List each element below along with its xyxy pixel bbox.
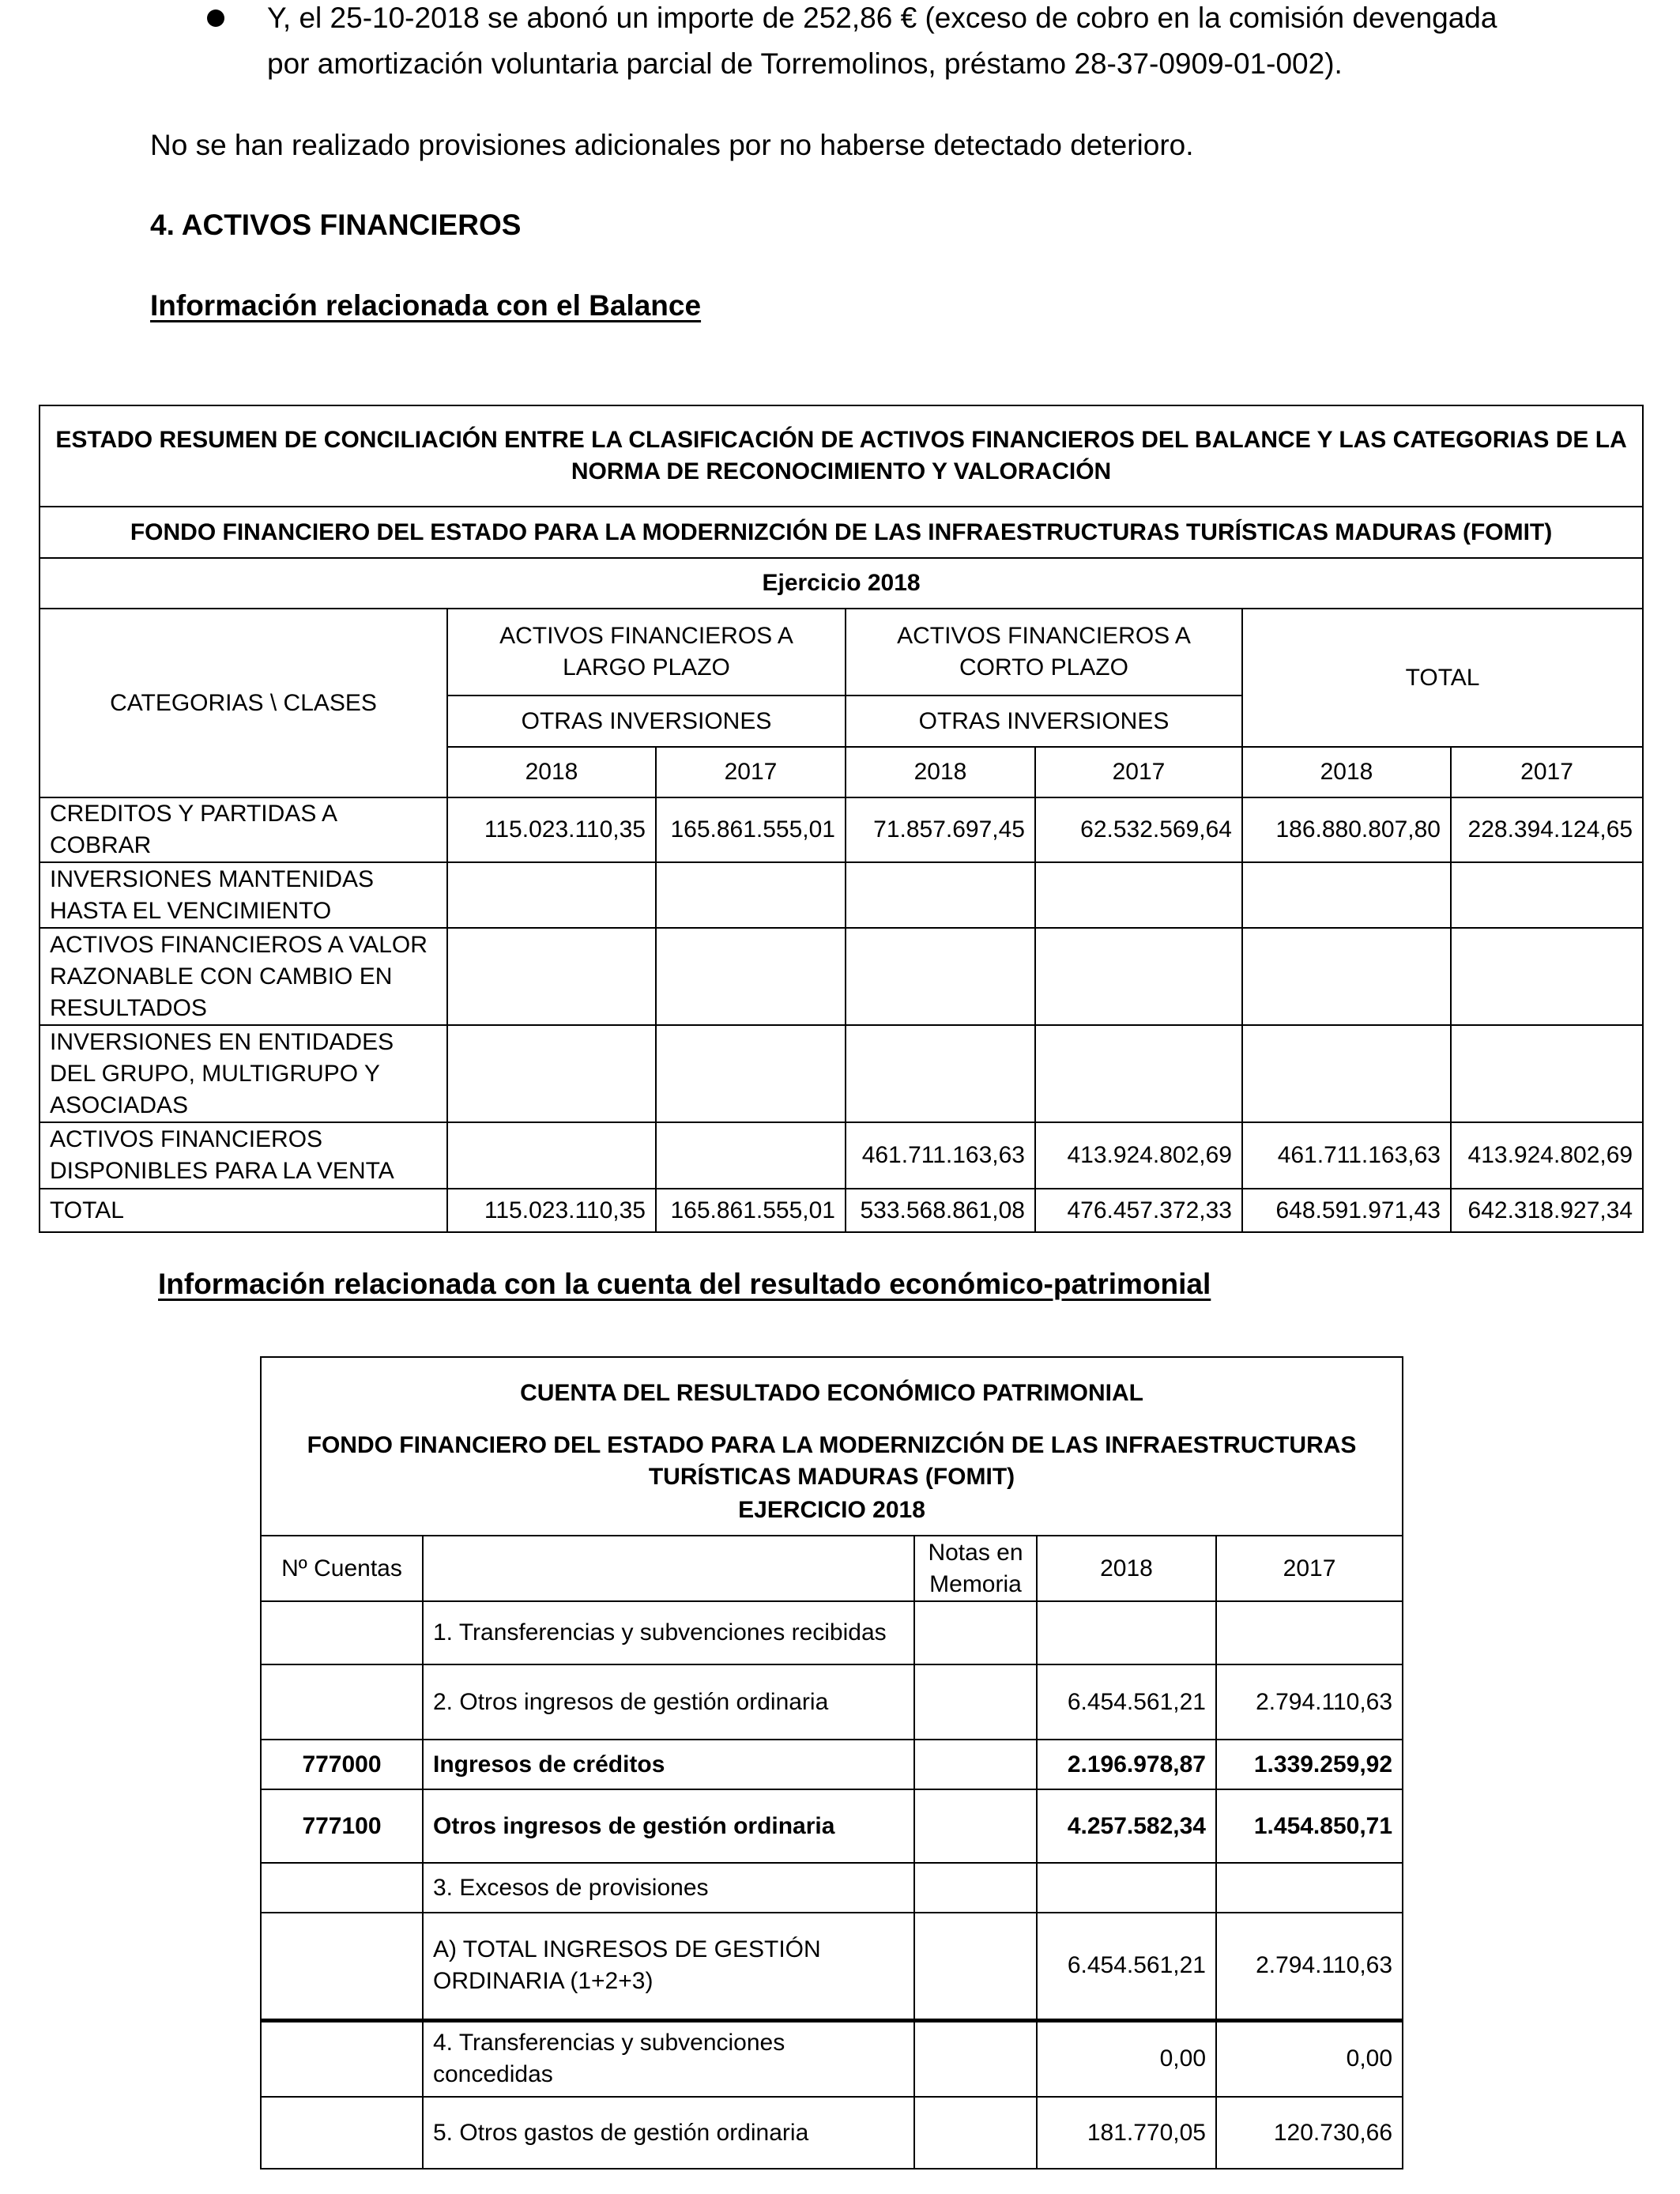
table2-period: EJERCICIO 2018 <box>261 1495 1403 1536</box>
cell-value <box>1035 862 1242 928</box>
cell-cuenta <box>261 2020 423 2097</box>
table2-entity: FONDO FINANCIERO DEL ESTADO PARA LA MODERNIZCIÓN DE LAS INFRAESTRUCTURAS TURÍSTICAS MADURAS (FOMIT) <box>261 1428 1403 1495</box>
bullet-line-2: por amortización voluntaria parcial de Torremolinos, préstamo 28-37-0909-01-002). <box>267 47 1343 80</box>
cell-value: 186.880.807,80 <box>1242 797 1451 862</box>
cell-value: 4.257.582,34 <box>1037 1789 1216 1863</box>
cell-cuenta <box>261 1913 423 2020</box>
cell-nota <box>914 1664 1037 1740</box>
table1-year: 2017 <box>1035 747 1242 797</box>
cell-nota <box>914 1863 1037 1913</box>
table-row <box>261 1601 1403 1664</box>
table1-corner-header: CATEGORIAS \ CLASES <box>40 609 447 797</box>
row-label: 2. Otros ingresos de gestión ordinaria <box>423 1664 914 1740</box>
table-row <box>40 862 1643 928</box>
table1-title: ESTADO RESUMEN DE CONCILIACIÓN ENTRE LA CLASIFICACIÓN DE ACTIVOS FINANCIEROS DEL BALANCE Y LAS CATEGORIAS DE LA NORMA DE RECONOCIMIENTO Y VALORACIÓN <box>40 405 1643 507</box>
cell-value <box>846 862 1035 928</box>
cell-value: 165.861.555,01 <box>656 797 846 862</box>
cell-value: 115.023.110,35 <box>447 1189 656 1232</box>
row-label: 1. Transferencias y subvenciones recibidas <box>423 1601 914 1664</box>
table-row <box>261 1664 1403 1740</box>
row-label: 3. Excesos de provisiones <box>423 1863 914 1913</box>
cell-cuenta <box>261 1664 423 1740</box>
row-label: TOTAL <box>40 1189 447 1232</box>
table2-title: CUENTA DEL RESULTADO ECONÓMICO PATRIMONIAL <box>261 1357 1403 1428</box>
cell-value: 0,00 <box>1037 2020 1216 2097</box>
table-row-total <box>40 1189 1643 1232</box>
cell-value: 533.568.861,08 <box>846 1189 1035 1232</box>
table-row <box>261 2097 1403 2169</box>
cell-value <box>1451 1025 1643 1122</box>
cell-nota <box>914 1789 1037 1863</box>
table-row <box>40 1122 1643 1189</box>
bullet-dot-icon <box>207 9 224 27</box>
table-row <box>40 797 1643 862</box>
cell-value <box>1035 1025 1242 1122</box>
col-2018-header: 2018 <box>1037 1536 1216 1601</box>
cell-value: 71.857.697,45 <box>846 797 1035 862</box>
cell-cuenta <box>261 1863 423 1913</box>
cell-nota <box>914 1913 1037 2020</box>
row-label: ACTIVOS FINANCIEROS DISPONIBLES PARA LA VENTA <box>40 1122 447 1189</box>
cell-value: 120.730,66 <box>1216 2097 1403 2169</box>
table-row <box>261 1789 1403 1863</box>
table-row <box>261 2020 1403 2097</box>
cell-value: 648.591.971,43 <box>1242 1189 1451 1232</box>
row-label: INVERSIONES EN ENTIDADES DEL GRUPO, MULTIGRUPO Y ASOCIADAS <box>40 1025 447 1122</box>
cell-value <box>656 928 846 1025</box>
cell-value <box>1216 1863 1403 1913</box>
cell-value: 461.711.163,63 <box>1242 1122 1451 1189</box>
cell-value <box>1242 928 1451 1025</box>
table-row-total <box>261 1913 1403 2020</box>
table-row <box>261 1740 1403 1789</box>
cell-value <box>1451 862 1643 928</box>
table1-entity: FONDO FINANCIERO DEL ESTADO PARA LA MODERNIZCIÓN DE LAS INFRAESTRUCTURAS TURÍSTICAS MADURAS (FOMIT) <box>40 507 1643 558</box>
cell-nota <box>914 1740 1037 1789</box>
cell-value: 413.924.802,69 <box>1035 1122 1242 1189</box>
row-label: 4. Transferencias y subvenciones concedidas <box>423 2020 914 2097</box>
cell-value: 642.318.927,34 <box>1451 1189 1643 1232</box>
col-2017-header: 2017 <box>1216 1536 1403 1601</box>
cell-value <box>447 928 656 1025</box>
cell-value <box>1451 928 1643 1025</box>
table1-year: 2018 <box>447 747 656 797</box>
table-row <box>40 928 1643 1025</box>
table1-year: 2017 <box>656 747 846 797</box>
paragraph-no-provisiones: No se han realizado provisiones adicionales por no haberse detectado deterioro. <box>150 129 1194 161</box>
table1-group-total: TOTAL <box>1242 609 1643 747</box>
cell-value <box>1242 862 1451 928</box>
cell-value: 2.794.110,63 <box>1216 1664 1403 1740</box>
cell-value <box>1037 1601 1216 1664</box>
cell-value <box>846 1025 1035 1122</box>
table-row <box>40 1025 1643 1122</box>
row-label: Otros ingresos de gestión ordinaria <box>423 1789 914 1863</box>
cell-value <box>447 862 656 928</box>
cell-value: 228.394.124,65 <box>1451 797 1643 862</box>
cell-value: 2.196.978,87 <box>1037 1740 1216 1789</box>
cell-value <box>447 1025 656 1122</box>
cell-value <box>1242 1025 1451 1122</box>
table1-sub-largo-plazo: OTRAS INVERSIONES <box>447 696 846 747</box>
row-label: A) TOTAL INGRESOS DE GESTIÓN ORDINARIA (1+2+3) <box>423 1913 914 2020</box>
col-cuentas-header: Nº Cuentas <box>261 1536 423 1601</box>
cell-value: 165.861.555,01 <box>656 1189 846 1232</box>
cell-value: 62.532.569,64 <box>1035 797 1242 862</box>
resultado-table <box>260 1356 1403 2169</box>
cell-value: 0,00 <box>1216 2020 1403 2097</box>
cell-value: 181.770,05 <box>1037 2097 1216 2169</box>
table1-year: 2018 <box>1242 747 1451 797</box>
cell-value <box>656 1025 846 1122</box>
cell-value: 413.924.802,69 <box>1451 1122 1643 1189</box>
cell-cuenta: 777000 <box>261 1740 423 1789</box>
cell-value <box>656 862 846 928</box>
section-title: 4. ACTIVOS FINANCIEROS <box>150 209 522 241</box>
cell-value: 476.457.372,33 <box>1035 1189 1242 1232</box>
table-row <box>261 1863 1403 1913</box>
cell-value: 6.454.561,21 <box>1037 1664 1216 1740</box>
row-label: Ingresos de créditos <box>423 1740 914 1789</box>
cell-value <box>846 928 1035 1025</box>
cell-cuenta <box>261 1601 423 1664</box>
cell-cuenta <box>261 2097 423 2169</box>
cell-value: 6.454.561,21 <box>1037 1913 1216 2020</box>
cell-value: 1.454.850,71 <box>1216 1789 1403 1863</box>
table1-group-corto-plazo: ACTIVOS FINANCIEROS A CORTO PLAZO <box>846 609 1242 696</box>
subtitle-balance: Información relacionada con el Balance <box>150 289 702 322</box>
table1-year: 2018 <box>846 747 1035 797</box>
subtitle-resultado: Información relacionada con la cuenta del resultado económico-patrimonial <box>158 1268 1211 1300</box>
table1-period: Ejercicio 2018 <box>40 558 1643 609</box>
cell-nota <box>914 1601 1037 1664</box>
col-concepto-header <box>423 1536 914 1601</box>
cell-value <box>1035 928 1242 1025</box>
table1-sub-corto-plazo: OTRAS INVERSIONES <box>846 696 1242 747</box>
cell-nota <box>914 2020 1037 2097</box>
cell-value <box>1037 1863 1216 1913</box>
conciliation-table <box>39 405 1644 1233</box>
row-label: INVERSIONES MANTENIDAS HASTA EL VENCIMIENTO <box>40 862 447 928</box>
bullet-line-1: Y, el 25-10-2018 se abonó un importe de 252,86 € (exceso de cobro en la comisión devengada <box>267 2 1497 34</box>
cell-value <box>447 1122 656 1189</box>
cell-value <box>656 1122 846 1189</box>
row-label: CREDITOS Y PARTIDAS A COBRAR <box>40 797 447 862</box>
row-label: 5. Otros gastos de gestión ordinaria <box>423 2097 914 2169</box>
table1-year: 2017 <box>1451 747 1643 797</box>
cell-cuenta: 777100 <box>261 1789 423 1863</box>
cell-nota <box>914 2097 1037 2169</box>
row-label: ACTIVOS FINANCIEROS A VALOR RAZONABLE CON CAMBIO EN RESULTADOS <box>40 928 447 1025</box>
col-notas-header: Notas en Memoria <box>914 1536 1037 1601</box>
cell-value: 115.023.110,35 <box>447 797 656 862</box>
cell-value: 1.339.259,92 <box>1216 1740 1403 1789</box>
cell-value <box>1216 1601 1403 1664</box>
table1-group-largo-plazo: ACTIVOS FINANCIEROS A LARGO PLAZO <box>447 609 846 696</box>
cell-value: 2.794.110,63 <box>1216 1913 1403 2020</box>
cell-value: 461.711.163,63 <box>846 1122 1035 1189</box>
